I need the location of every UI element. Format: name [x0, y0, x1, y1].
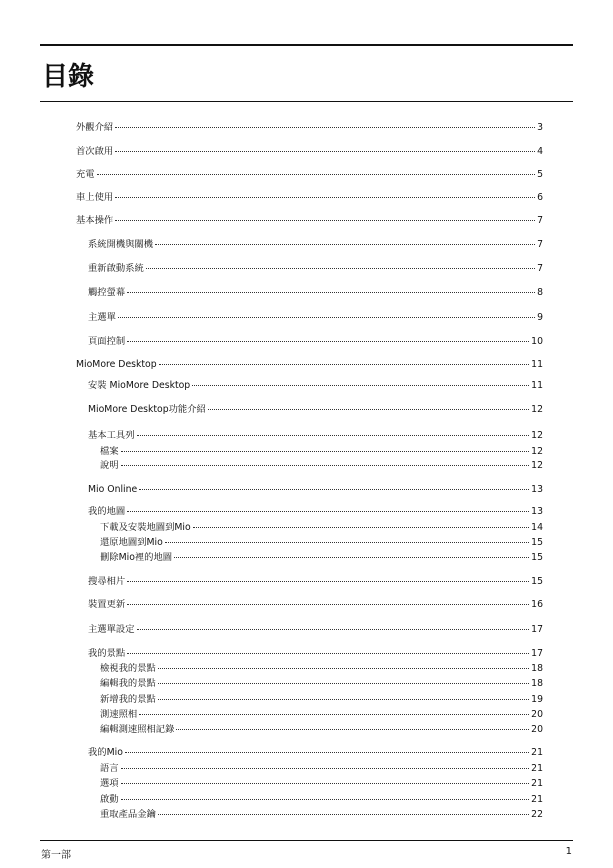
toc-entry[interactable]	[100, 663, 543, 675]
toc-entry-page-number: 15	[531, 552, 543, 563]
dot-leader	[139, 714, 529, 715]
toc-entry[interactable]	[100, 809, 543, 821]
dot-leader	[155, 244, 535, 245]
toc-entry-page-number: 20	[531, 709, 543, 720]
dot-leader	[97, 174, 535, 175]
toc-entry-title: 檢視我的景點	[100, 663, 156, 674]
toc-entry-title: 觸控螢幕	[88, 287, 126, 298]
dot-leader	[174, 557, 529, 558]
dot-leader	[127, 653, 529, 654]
toc-entry[interactable]	[100, 694, 543, 706]
toc-entry-page-number: 16	[531, 599, 543, 610]
toc-entry[interactable]	[88, 484, 543, 496]
toc-entry[interactable]	[76, 169, 543, 181]
dot-leader	[121, 783, 530, 784]
toc-entry-title: 檔案	[100, 446, 119, 457]
page-title: 目錄	[42, 62, 95, 92]
toc-entry-title: 下載及安裝地圖到Mio	[100, 522, 191, 533]
toc-entry-title: 系統開機與關機	[88, 239, 154, 250]
toc-entry[interactable]	[100, 724, 543, 736]
toc-entry[interactable]	[88, 506, 543, 518]
toc-entry-page-number: 11	[531, 359, 543, 370]
toc-entry-page-number: 18	[531, 678, 543, 689]
toc-entry-title: 編輯我的景點	[100, 678, 156, 689]
toc-entry[interactable]	[88, 430, 543, 442]
toc-entry-title: 基本工具列	[88, 430, 135, 441]
toc-entry-page-number: 12	[531, 460, 543, 471]
dot-leader	[127, 581, 529, 582]
toc-entry-page-number: 5	[537, 169, 543, 180]
dot-leader	[137, 629, 530, 630]
toc-entry-page-number: 15	[531, 576, 543, 587]
toc-entry-title: 主選單	[88, 312, 116, 323]
toc-entry[interactable]	[76, 192, 543, 204]
dot-leader	[127, 292, 535, 293]
toc-entry[interactable]	[88, 336, 543, 348]
toc-entry-title: 首次啟用	[76, 146, 114, 157]
dot-leader	[115, 127, 535, 128]
dot-leader	[121, 465, 530, 466]
footer-page-number: 1	[565, 846, 572, 857]
toc-entry-title: 頁面控制	[88, 336, 126, 347]
dot-leader	[118, 317, 535, 318]
toc-entry-page-number: 11	[531, 380, 543, 391]
toc-entry[interactable]	[100, 763, 543, 775]
toc-entry-page-number: 4	[537, 146, 543, 157]
toc-entry-page-number: 3	[537, 122, 543, 133]
toc-entry-page-number: 12	[531, 446, 543, 457]
toc-entry-title: 裝置更新	[88, 599, 126, 610]
dot-leader	[165, 542, 529, 543]
toc-entry[interactable]	[88, 576, 543, 588]
dot-leader	[158, 668, 529, 669]
toc-entry-title: 新增我的景點	[100, 694, 156, 705]
toc-entry-title: 重新啟動系統	[88, 263, 144, 274]
toc-entry[interactable]	[100, 522, 543, 534]
toc-entry[interactable]	[76, 215, 543, 227]
toc-entry-page-number: 20	[531, 724, 543, 735]
toc-entry-title: 我的Mio	[88, 747, 123, 758]
toc-entry-title: 說明	[100, 460, 119, 471]
dot-leader	[193, 527, 529, 528]
toc-entry-page-number: 12	[531, 430, 543, 441]
toc-entry-page-number: 10	[531, 336, 543, 347]
dot-leader	[137, 435, 530, 436]
toc-entry[interactable]	[100, 552, 543, 564]
toc-entry[interactable]	[88, 599, 543, 611]
toc-entry-title: 重取產品金鑰	[100, 809, 156, 820]
toc-entry[interactable]	[100, 537, 543, 549]
toc-entry-page-number: 12	[531, 404, 543, 415]
toc-entry-page-number: 7	[537, 239, 543, 250]
dot-leader	[192, 385, 529, 386]
dot-leader	[158, 683, 529, 684]
toc-entry[interactable]	[100, 678, 543, 690]
toc-entry-page-number: 17	[531, 624, 543, 635]
toc-entry[interactable]	[100, 794, 543, 806]
toc-entry[interactable]	[76, 122, 543, 134]
toc-entry[interactable]	[88, 380, 543, 392]
dot-leader	[115, 197, 535, 198]
dot-leader	[127, 341, 529, 342]
toc-entry[interactable]	[88, 404, 543, 416]
toc-entry-page-number: 7	[537, 215, 543, 226]
toc-entry-title: 測速照相	[100, 709, 138, 720]
toc-entry[interactable]	[88, 747, 543, 759]
toc-entry[interactable]	[88, 648, 543, 660]
dot-leader	[208, 409, 529, 410]
toc-entry[interactable]	[100, 460, 543, 472]
toc-entry[interactable]	[88, 263, 543, 275]
toc-entry-page-number: 22	[531, 809, 543, 820]
dot-leader	[146, 268, 535, 269]
toc-entry-page-number: 6	[537, 192, 543, 203]
dot-leader	[121, 451, 530, 452]
toc-entry-title: 語言	[100, 763, 119, 774]
toc-entry-title: 我的景點	[88, 648, 126, 659]
dot-leader	[115, 220, 535, 221]
dot-leader	[115, 151, 535, 152]
toc-entry-title: 安裝 MioMore Desktop	[88, 380, 191, 391]
toc-entry-title: 還原地圖到Mio	[100, 537, 163, 548]
toc-entry[interactable]	[88, 312, 543, 324]
toc-entry[interactable]	[88, 287, 543, 299]
toc-entry-title: 車上使用	[76, 192, 114, 203]
toc-entry-page-number: 21	[531, 778, 543, 789]
toc-entry-page-number: 7	[537, 263, 543, 274]
toc-entry[interactable]	[100, 709, 543, 721]
toc-entry-title: Mio Online	[88, 484, 138, 495]
toc-entry-title: 啟動	[100, 794, 119, 805]
toc-entry[interactable]	[100, 446, 543, 458]
toc-entry[interactable]	[76, 146, 543, 158]
toc-entry-page-number: 8	[537, 287, 543, 298]
footer-section-label: 第一部	[41, 850, 71, 861]
toc-entry-page-number: 21	[531, 747, 543, 758]
toc-entry-title: 基本操作	[76, 215, 114, 226]
toc-entry-title: 編輯測速照相記錄	[100, 724, 175, 735]
toc-entry[interactable]	[100, 778, 543, 790]
dot-leader	[139, 489, 529, 490]
toc-entry-title: 外觀介紹	[76, 122, 114, 133]
toc-entry-page-number: 9	[537, 312, 543, 323]
toc-entry-page-number: 14	[531, 522, 543, 533]
toc-entry-page-number: 13	[531, 484, 543, 495]
toc-entry-page-number: 15	[531, 537, 543, 548]
toc-entry[interactable]	[88, 239, 543, 251]
toc-entry-page-number: 21	[531, 763, 543, 774]
dot-leader	[158, 814, 529, 815]
toc-entry[interactable]	[76, 359, 543, 371]
toc-entry-page-number: 13	[531, 506, 543, 517]
toc-entry-page-number: 18	[531, 663, 543, 674]
toc-entry-title: 我的地圖	[88, 506, 126, 517]
dot-leader	[158, 699, 529, 700]
dot-leader	[159, 364, 530, 365]
dot-leader	[127, 511, 529, 512]
dot-leader	[121, 768, 530, 769]
toc-entry-title: 充電	[76, 169, 95, 180]
toc-entry-page-number: 17	[531, 648, 543, 659]
toc-entry-page-number: 21	[531, 794, 543, 805]
toc-entry-title: MioMore Desktop	[76, 359, 157, 370]
dot-leader	[121, 799, 530, 800]
toc-entry-title: 搜尋相片	[88, 576, 126, 587]
toc-entry-page-number: 19	[531, 694, 543, 705]
toc-entry-title: MioMore Desktop功能介紹	[88, 404, 206, 415]
dot-leader	[127, 604, 529, 605]
toc-entry-title: 選項	[100, 778, 119, 789]
toc-entry-title: 刪除Mio裡的地圖	[100, 552, 173, 563]
dot-leader	[125, 752, 529, 753]
toc-entry-title: 主選單設定	[88, 624, 135, 635]
dot-leader	[176, 729, 529, 730]
bottom-rule	[40, 840, 573, 841]
toc-entry[interactable]	[88, 624, 543, 636]
